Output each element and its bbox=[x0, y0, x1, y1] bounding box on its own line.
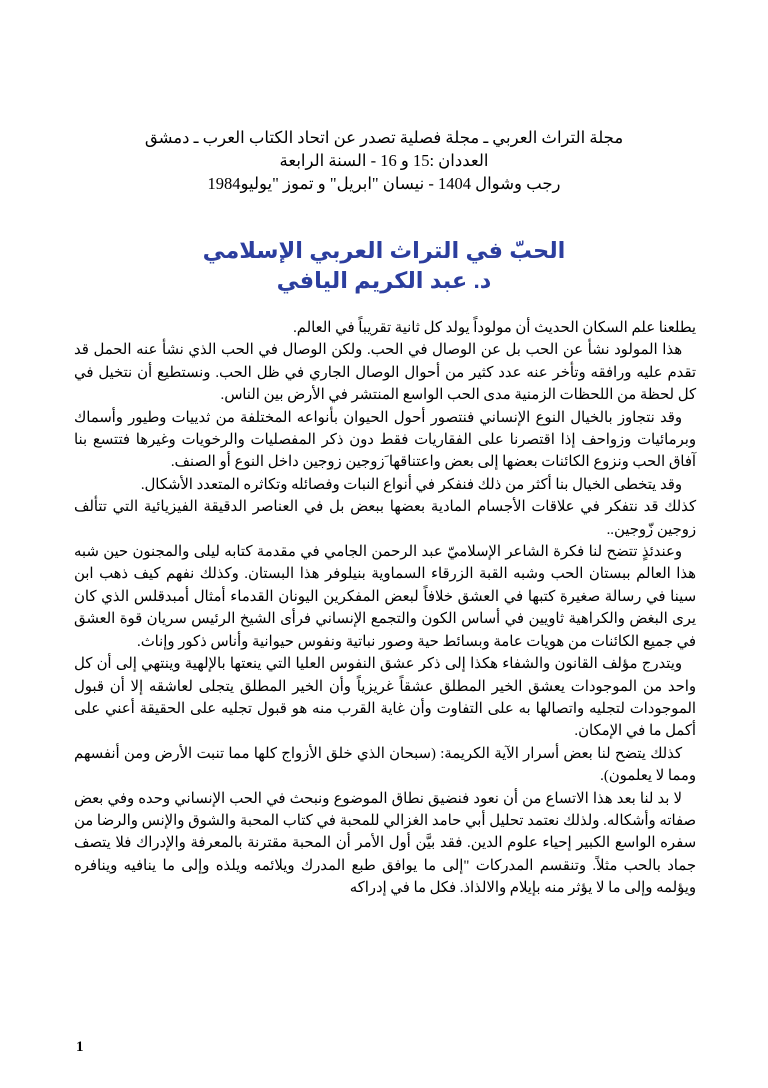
page-number: 1 bbox=[76, 1039, 84, 1055]
article-heading bbox=[80, 236, 688, 296]
masthead-journal-line: مجلة التراث العربي ـ مجلة فصلية تصدر عن اتحاد الكتاب العرب ـ دمشق bbox=[144, 128, 624, 147]
masthead-issue-line: العددان :15 و 16 - السنة الرابعة bbox=[279, 151, 489, 170]
body-paragraph: هذا المولود نشأ عن الحب بل عن الوصال في الحب. ولكن الوصال في الحب الذي نشأ عنه الحمل قد تقدم عليه ورافقه وتأخر عنه عدد كثير من أحوال الوصال الجاري في ظل الحب. ونستطيع أن نتخيل في كل لحظة من اللحظات الزمنية مدى الحب الواسع المنتشر في الأرض بين الناس. bbox=[74, 342, 696, 404]
body-paragraph: وقد نتجاوز بالخيال النوع الإنساني فنتصور أحول الحيوان بأنواعه المختلفة من ثدييات وطيور وأسماك وبرمائيات وزواحف إذا اقتصرنا على الفقاريات فقط دون ذكر المفصليات والرخويات وغيرها فتتسع بنا آفاق الحب ونزوع الكائنات بعضها إلى بعض واعتناقها َزوجين زوجين داخل النوع أو الصنف. bbox=[74, 409, 696, 471]
article-author: د. عبد الكريم اليافي bbox=[276, 268, 492, 293]
body-paragraph: كذلك قد نتفكر في علاقات الأجسام المادية بعضها ببعض بل في العناصر الدقيقة الفيزيائية التي تتألف زوجين زّوجين.. bbox=[74, 499, 696, 538]
body-paragraph: ويتدرج مؤلف القانون والشفاء هكذا إلى ذكر عشق النفوس العليا التي ينعتها بالإلهية وينتهي إلى أن كل واحد من الموجودات يعشق الخير المطلق عشقاً غريزياً وأن الخير المطلق يتجلى لعاشقه إلا أن قبول الموجودات لتجليه واتصالها به على التفاوت وأن غاية القرب منه هو قبول تجليه على الحقيقة أعني على أكمل ما في الإمكان. bbox=[74, 656, 696, 740]
body-paragraph: وعندئذٍ تتضح لنا فكرة الشاعر الإسلاميّ عبد الرحمن الجامي في مقدمة كتابه ليلى والمجنون حين شبه هذا العالم ببستان الحب وشبه القبة الزرقاء السماوية بنيلوفر هذا البستان. وكذلك نفهم كيف ذهب ابن سينا في رسالة صغيرة كتبها في العشق خلافاً لبعض المفكرين اليونان القدماء أمثال أمبدقلس الذي كان يرى البغض والكراهية ثاويين في أساس الكون والتجمع الإنساني فرأى الشيخ الرئيس سريان قوة العشق في جميع الكائنات من هويات عامة وبسائط حية وصور نباتية ونفوس حيوانية وأناس ذكور وإناث. bbox=[74, 544, 696, 650]
body-paragraph: لا بد لنا بعد هذا الاتساع من أن نعود فنضيق نطاق الموضوع ونبحث في الحب الإنساني وحده وفي بعض صفاته وأشكاله. ولذلك نعتمد تحليل أبي حامد الغزالي للمحبة في كتاب المحبة والشوق والإنس والرضا من سفره الواسع الكبير إحياء علوم الدين. فقد بيَّن أول الأمر أن المحبة مقترنة بالمعرفة والإدراك فلا يتصف جماد بالحب مثلاً. وتنقسم المدركات "إلى ما يوافق طبع المدرك ويلائمه ويلذه وإلى ما ينافيه وينافره ويؤلمه وإلى ما لا يؤثر منه بإيلام والالذاذ. فكل ما في إدراكه bbox=[74, 790, 696, 897]
body-paragraph: يطلعنا علم السكان الحديث أن مولوداً يولد كل ثانية تقريباً في العالم. bbox=[293, 320, 696, 336]
article-body bbox=[74, 317, 696, 900]
body-paragraph: كذلك يتضح لنا بعض أسرار الآية الكريمة: (سبحان الذي خلق الأزواج كلها مما تنبت الأرض ومن أنفسهم ومما لا يعلمون). bbox=[74, 745, 696, 785]
body-paragraph: وقد يتخطى الخيال بنا أكثر من ذلك فنفكر في أنواع النبات وفصائله وتكاثره المتعدد الأشكال. bbox=[140, 476, 682, 493]
masthead-date-line: رجب وشوال 1404 - نيسان "ابريل" و تموز "يوليو1984 bbox=[207, 174, 561, 193]
article-title: الحبّ في التراث العربي الإسلامي bbox=[202, 238, 566, 263]
journal-masthead bbox=[80, 126, 688, 195]
